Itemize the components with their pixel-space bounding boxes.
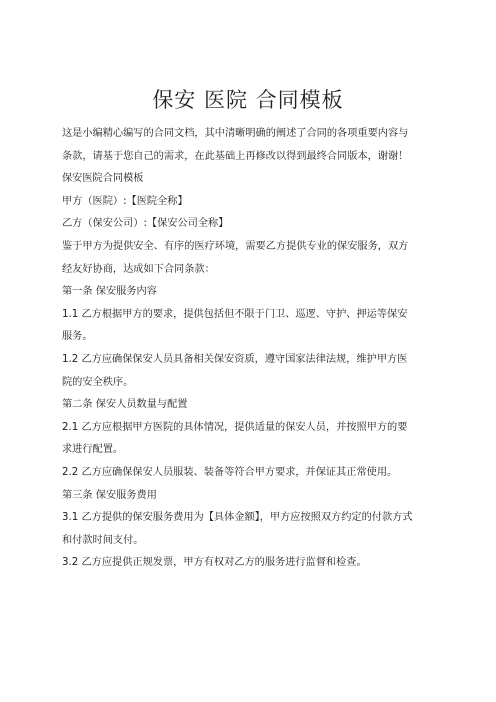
body-line: 保安医院合同模板 [62,173,144,185]
body-line: 3.1 乙方提供的保安服务费用为【具体金额】，甲方应按照双方约定的付款方式 [62,512,413,524]
body-line: 1.1 乙方根据甲方的要求，提供包括但不限于门卫、巡逻、守护、押运等保安 [62,308,408,320]
body-line: 2.1 乙方应根据甲方医院的具体情况，提供适量的保安人员，并按照甲方的要 [62,421,408,433]
body-line: 3.2 乙方应提供正规发票，甲方有权对乙方的服务进行监督和检查。 [62,557,367,569]
body-line: 鉴于甲方为提供安全、有序的医疗环境，需要乙方提供专业的保安服务，双方 [62,240,409,252]
body-line: 求进行配置。 [62,444,124,456]
document-title: 保安 医院 合同模板 [152,88,344,112]
body-line: 2.2 乙方应确保保安人员服装、装备等符合甲方要求，并保证其正常使用。 [62,466,398,478]
document-body [62,123,434,575]
body-line: 这是小编精心编写的合同文档，其中清晰明确的阐述了合同的各项重要内容与 [62,128,409,139]
section-heading: 第三条 保安服务费用 [62,489,157,501]
body-line: 甲方（医院）:【医院全称】 [62,195,188,207]
body-line: 经友好协商，达成如下合同条款： [62,263,215,275]
body-line: 1.2 乙方应确保保安人员具备相关保安资质，遵守国家法律法规，维护甲方医 [62,353,408,365]
body-line: 条款，请基于您自己的需求，在此基础上再修改以得到最终合同版本，谢谢！ [62,150,409,162]
section-heading: 第二条 保安人员数量与配置 [62,399,188,411]
body-line: 和付款时间支付。 [62,534,144,546]
body-line: 乙方（保安公司）:【保安公司全称】 [62,218,229,230]
section-heading: 第一条 保安服务内容 [62,286,157,298]
body-line: 服务。 [62,331,93,343]
body-line: 院的安全秩序。 [62,376,134,388]
